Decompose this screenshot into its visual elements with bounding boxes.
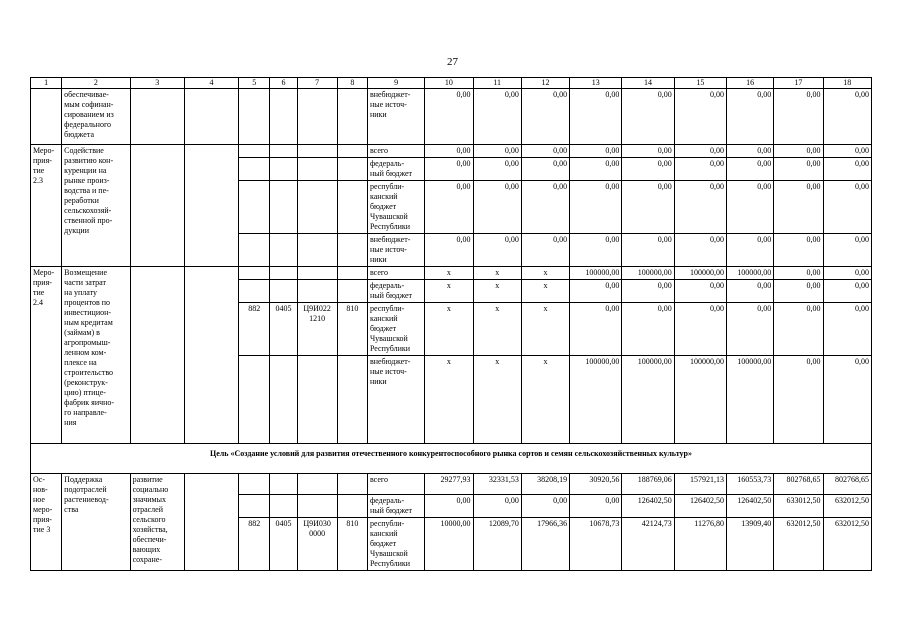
cell-value: 42124,73 [622,518,674,571]
cell-value: 0,00 [521,89,569,145]
cell-value: x [521,267,569,280]
cell-source: республи- канский бюджет Чувашской Республики [367,303,424,356]
cell-value: 32331,53 [473,474,521,495]
cell-value: 0,00 [473,158,521,181]
cell-empty [297,234,337,267]
cell-value: 100000,00 [570,356,622,444]
cell-measure-id: Меро- прия- тие 2.4 [31,267,62,444]
cell-value: 0,00 [774,145,823,158]
cell-measure-id: Меро- прия- тие 2.3 [31,145,62,267]
cell-empty [270,474,297,495]
cell-measure-id: Ос- нов- ное меро- прия- тие 3 [31,474,62,571]
cell-value: 100000,00 [727,356,774,444]
cell-value: x [473,356,521,444]
cell-value: 0,00 [425,145,473,158]
cell-value: 0,00 [425,495,473,518]
cell-value: 0,00 [622,89,674,145]
cell-value: x [425,356,473,444]
page-number: 27 [447,56,458,68]
cell-empty [184,474,238,571]
cell-measure-name: Возмещение части затрат на уплату процентов по инвестицион- ным кредитам (займам) в агропромыш- ленном ком- плексе на строительство (реконструк- цию) птице- фабрик яично- го направле- ния [62,267,130,444]
cell-csr-code: Ц9И030 0000 [297,518,337,571]
cell-value: 100000,00 [570,267,622,280]
cell-empty [31,89,62,145]
cell-value: 0,00 [570,234,622,267]
cell-value: 0,00 [727,280,774,303]
cell-empty [270,267,297,280]
cell-empty [239,495,270,518]
header-cell: 15 [674,78,726,89]
cell-value: 100000,00 [674,356,726,444]
cell-source: внебюджет- ные источ- ники [367,356,424,444]
cell-value: 0,00 [774,303,823,356]
cell-value: 0,00 [823,234,871,267]
cell-source: всего [367,145,424,158]
cell-value: 0,00 [774,89,823,145]
table-row [31,267,872,280]
cell-value: 0,00 [674,89,726,145]
cell-value: 10678,73 [570,518,622,571]
cell-empty [239,474,270,495]
cell-value: 0,00 [473,181,521,234]
header-cell: 9 [367,78,424,89]
cell-measure-goal: развитие социально значимых отраслей сельского хозяйства, обеспечи- вающих сохране- [130,474,184,571]
cell-value: 0,00 [622,158,674,181]
cell-value: 632012,50 [774,518,823,571]
cell-value: 0,00 [774,158,823,181]
cell-value: 0,00 [823,158,871,181]
cell-value: x [521,303,569,356]
cell-source: республи- канский бюджет Чувашской Республики [367,181,424,234]
header-cell: 2 [62,78,130,89]
cell-vr-code: 810 [337,518,367,571]
cell-empty [297,474,337,495]
cell-source: внебюджет- ные источ- ники [367,234,424,267]
cell-measure-name: Содействие развитию кон- куренции на рынке произ- водства и пе- реработки сельскохозяй- ственной про- дукции [62,145,130,267]
cell-value: 0,00 [727,158,774,181]
cell-empty [337,145,367,158]
cell-csr-code: Ц9И022 1210 [297,303,337,356]
cell-value: 0,00 [774,267,823,280]
cell-value: x [473,303,521,356]
cell-value: 0,00 [823,280,871,303]
cell-value: 0,00 [473,145,521,158]
cell-value: 0,00 [727,303,774,356]
cell-value: 802768,65 [774,474,823,495]
cell-value: 0,00 [823,89,871,145]
cell-value: 0,00 [674,234,726,267]
cell-value: 10000,00 [425,518,473,571]
cell-value: 12089,70 [473,518,521,571]
header-cell: 7 [297,78,337,89]
cell-value: 13909,40 [727,518,774,571]
cell-value: 0,00 [774,280,823,303]
cell-value: 100000,00 [674,267,726,280]
cell-source: всего [367,474,424,495]
cell-empty [270,356,297,444]
cell-value: 0,00 [727,145,774,158]
cell-value: 0,00 [674,280,726,303]
cell-value: 802768,65 [823,474,871,495]
cell-measure-name: Поддержка подотраслей растениевод- ства [62,474,130,571]
cell-value: 0,00 [425,234,473,267]
cell-empty [239,158,270,181]
cell-empty [184,145,238,267]
cell-value: 0,00 [570,280,622,303]
cell-value: 0,00 [570,181,622,234]
cell-empty [297,356,337,444]
cell-value: 0,00 [521,181,569,234]
cell-empty [337,280,367,303]
cell-value: 157921,13 [674,474,726,495]
header-row [31,78,872,89]
header-cell: 8 [337,78,367,89]
cell-value: 0,00 [674,158,726,181]
cell-empty [337,158,367,181]
cell-empty [297,145,337,158]
cell-value: 100000,00 [727,267,774,280]
header-cell: 3 [130,78,184,89]
cell-empty [297,280,337,303]
header-cell: 18 [823,78,871,89]
cell-empty [297,495,337,518]
cell-value: 0,00 [521,158,569,181]
cell-empty [297,89,337,145]
cell-empty [297,267,337,280]
budget-table [30,77,872,571]
cell-empty [270,89,297,145]
cell-value: 0,00 [823,145,871,158]
cell-empty [297,181,337,234]
header-cell: 13 [570,78,622,89]
cell-empty [239,356,270,444]
cell-empty [184,89,238,145]
cell-value: 0,00 [823,303,871,356]
cell-empty [337,474,367,495]
cell-value: 11276,80 [674,518,726,571]
cell-value: 0,00 [727,89,774,145]
table-row [31,89,872,145]
cell-value: x [521,280,569,303]
cell-source: внебюджет- ные источ- ники [367,89,424,145]
cell-value: 632012,50 [823,518,871,571]
cell-value: 0,00 [473,89,521,145]
goal-heading: Цель «Создание условий для развития отечественного конкурентоспособного рынка сортов и семян сельскохозяйственных культур» [31,444,872,474]
cell-source: всего [367,267,424,280]
cell-value: 0,00 [674,145,726,158]
cell-empty [239,234,270,267]
cell-value: 0,00 [622,145,674,158]
cell-empty [239,89,270,145]
cell-value: 0,00 [425,89,473,145]
cell-empty [130,145,184,267]
cell-value: 0,00 [622,181,674,234]
header-cell: 10 [425,78,473,89]
cell-value: 0,00 [823,181,871,234]
cell-value: x [425,303,473,356]
cell-value: 0,00 [521,234,569,267]
cell-value: 126402,50 [674,495,726,518]
cell-value: x [473,267,521,280]
cell-vr-code: 810 [337,303,367,356]
header-cell: 17 [774,78,823,89]
cell-source: республи- канский бюджет Чувашской Республики [367,518,424,571]
cell-value: 0,00 [570,495,622,518]
cell-value: 126402,50 [727,495,774,518]
cell-value: 0,00 [823,267,871,280]
cell-value: 0,00 [521,145,569,158]
cell-empty [270,280,297,303]
header-cell: 5 [239,78,270,89]
header-cell: 4 [184,78,238,89]
header-cell: 6 [270,78,297,89]
cell-gr-code: 882 [239,303,270,356]
header-cell: 16 [727,78,774,89]
cell-value: 30920,56 [570,474,622,495]
cell-empty [239,280,270,303]
cell-value: x [425,267,473,280]
cell-value: 0,00 [425,158,473,181]
cell-value: x [473,280,521,303]
cell-empty [270,181,297,234]
cell-value: x [521,356,569,444]
cell-empty [270,145,297,158]
cell-empty [270,234,297,267]
cell-empty [337,234,367,267]
cell-empty [239,267,270,280]
header-cell: 11 [473,78,521,89]
header-cell: 1 [31,78,62,89]
cell-value: 0,00 [727,181,774,234]
cell-empty [270,158,297,181]
cell-value: x [425,280,473,303]
cell-value: 0,00 [570,303,622,356]
cell-empty [130,89,184,145]
cell-value: 0,00 [425,181,473,234]
cell-measure-name: обеспечивае- мым софинан- сированием из федерального бюджета [62,89,130,145]
cell-empty [184,267,238,444]
cell-value: 0,00 [622,234,674,267]
cell-value: 0,00 [570,89,622,145]
cell-source: федераль- ный бюджет [367,280,424,303]
table-row [31,474,872,495]
cell-value: 38208,19 [521,474,569,495]
cell-value: 0,00 [521,495,569,518]
cell-value: 0,00 [674,181,726,234]
cell-value: 17966,36 [521,518,569,571]
cell-value: 0,00 [570,158,622,181]
cell-empty [239,181,270,234]
cell-value: 100000,00 [622,267,674,280]
cell-value: 0,00 [622,280,674,303]
cell-value: 0,00 [622,303,674,356]
cell-value: 0,00 [473,495,521,518]
cell-source: федераль- ный бюджет [367,495,424,518]
cell-value: 0,00 [774,234,823,267]
cell-value: 0,00 [727,234,774,267]
cell-value: 160553,73 [727,474,774,495]
cell-empty [297,158,337,181]
goal-row [31,444,872,474]
cell-value: 29277,93 [425,474,473,495]
cell-value: 126402,50 [622,495,674,518]
cell-empty [337,89,367,145]
table-row [31,145,872,158]
cell-gr-code: 882 [239,518,270,571]
cell-rzpr-code: 0405 [270,518,297,571]
cell-empty [337,267,367,280]
cell-empty [270,495,297,518]
cell-rzpr-code: 0405 [270,303,297,356]
cell-empty [130,267,184,444]
cell-empty [337,181,367,234]
cell-value: 188769,06 [622,474,674,495]
cell-value: 633012,50 [774,495,823,518]
cell-empty [337,356,367,444]
cell-value: 0,00 [823,356,871,444]
cell-value: 0,00 [674,303,726,356]
cell-value: 0,00 [774,356,823,444]
cell-value: 0,00 [473,234,521,267]
cell-empty [337,495,367,518]
cell-value: 0,00 [570,145,622,158]
cell-value: 0,00 [774,181,823,234]
header-cell: 14 [622,78,674,89]
cell-value: 100000,00 [622,356,674,444]
cell-empty [239,145,270,158]
header-cell: 12 [521,78,569,89]
cell-value: 632012,50 [823,495,871,518]
cell-source: федераль- ный бюджет [367,158,424,181]
